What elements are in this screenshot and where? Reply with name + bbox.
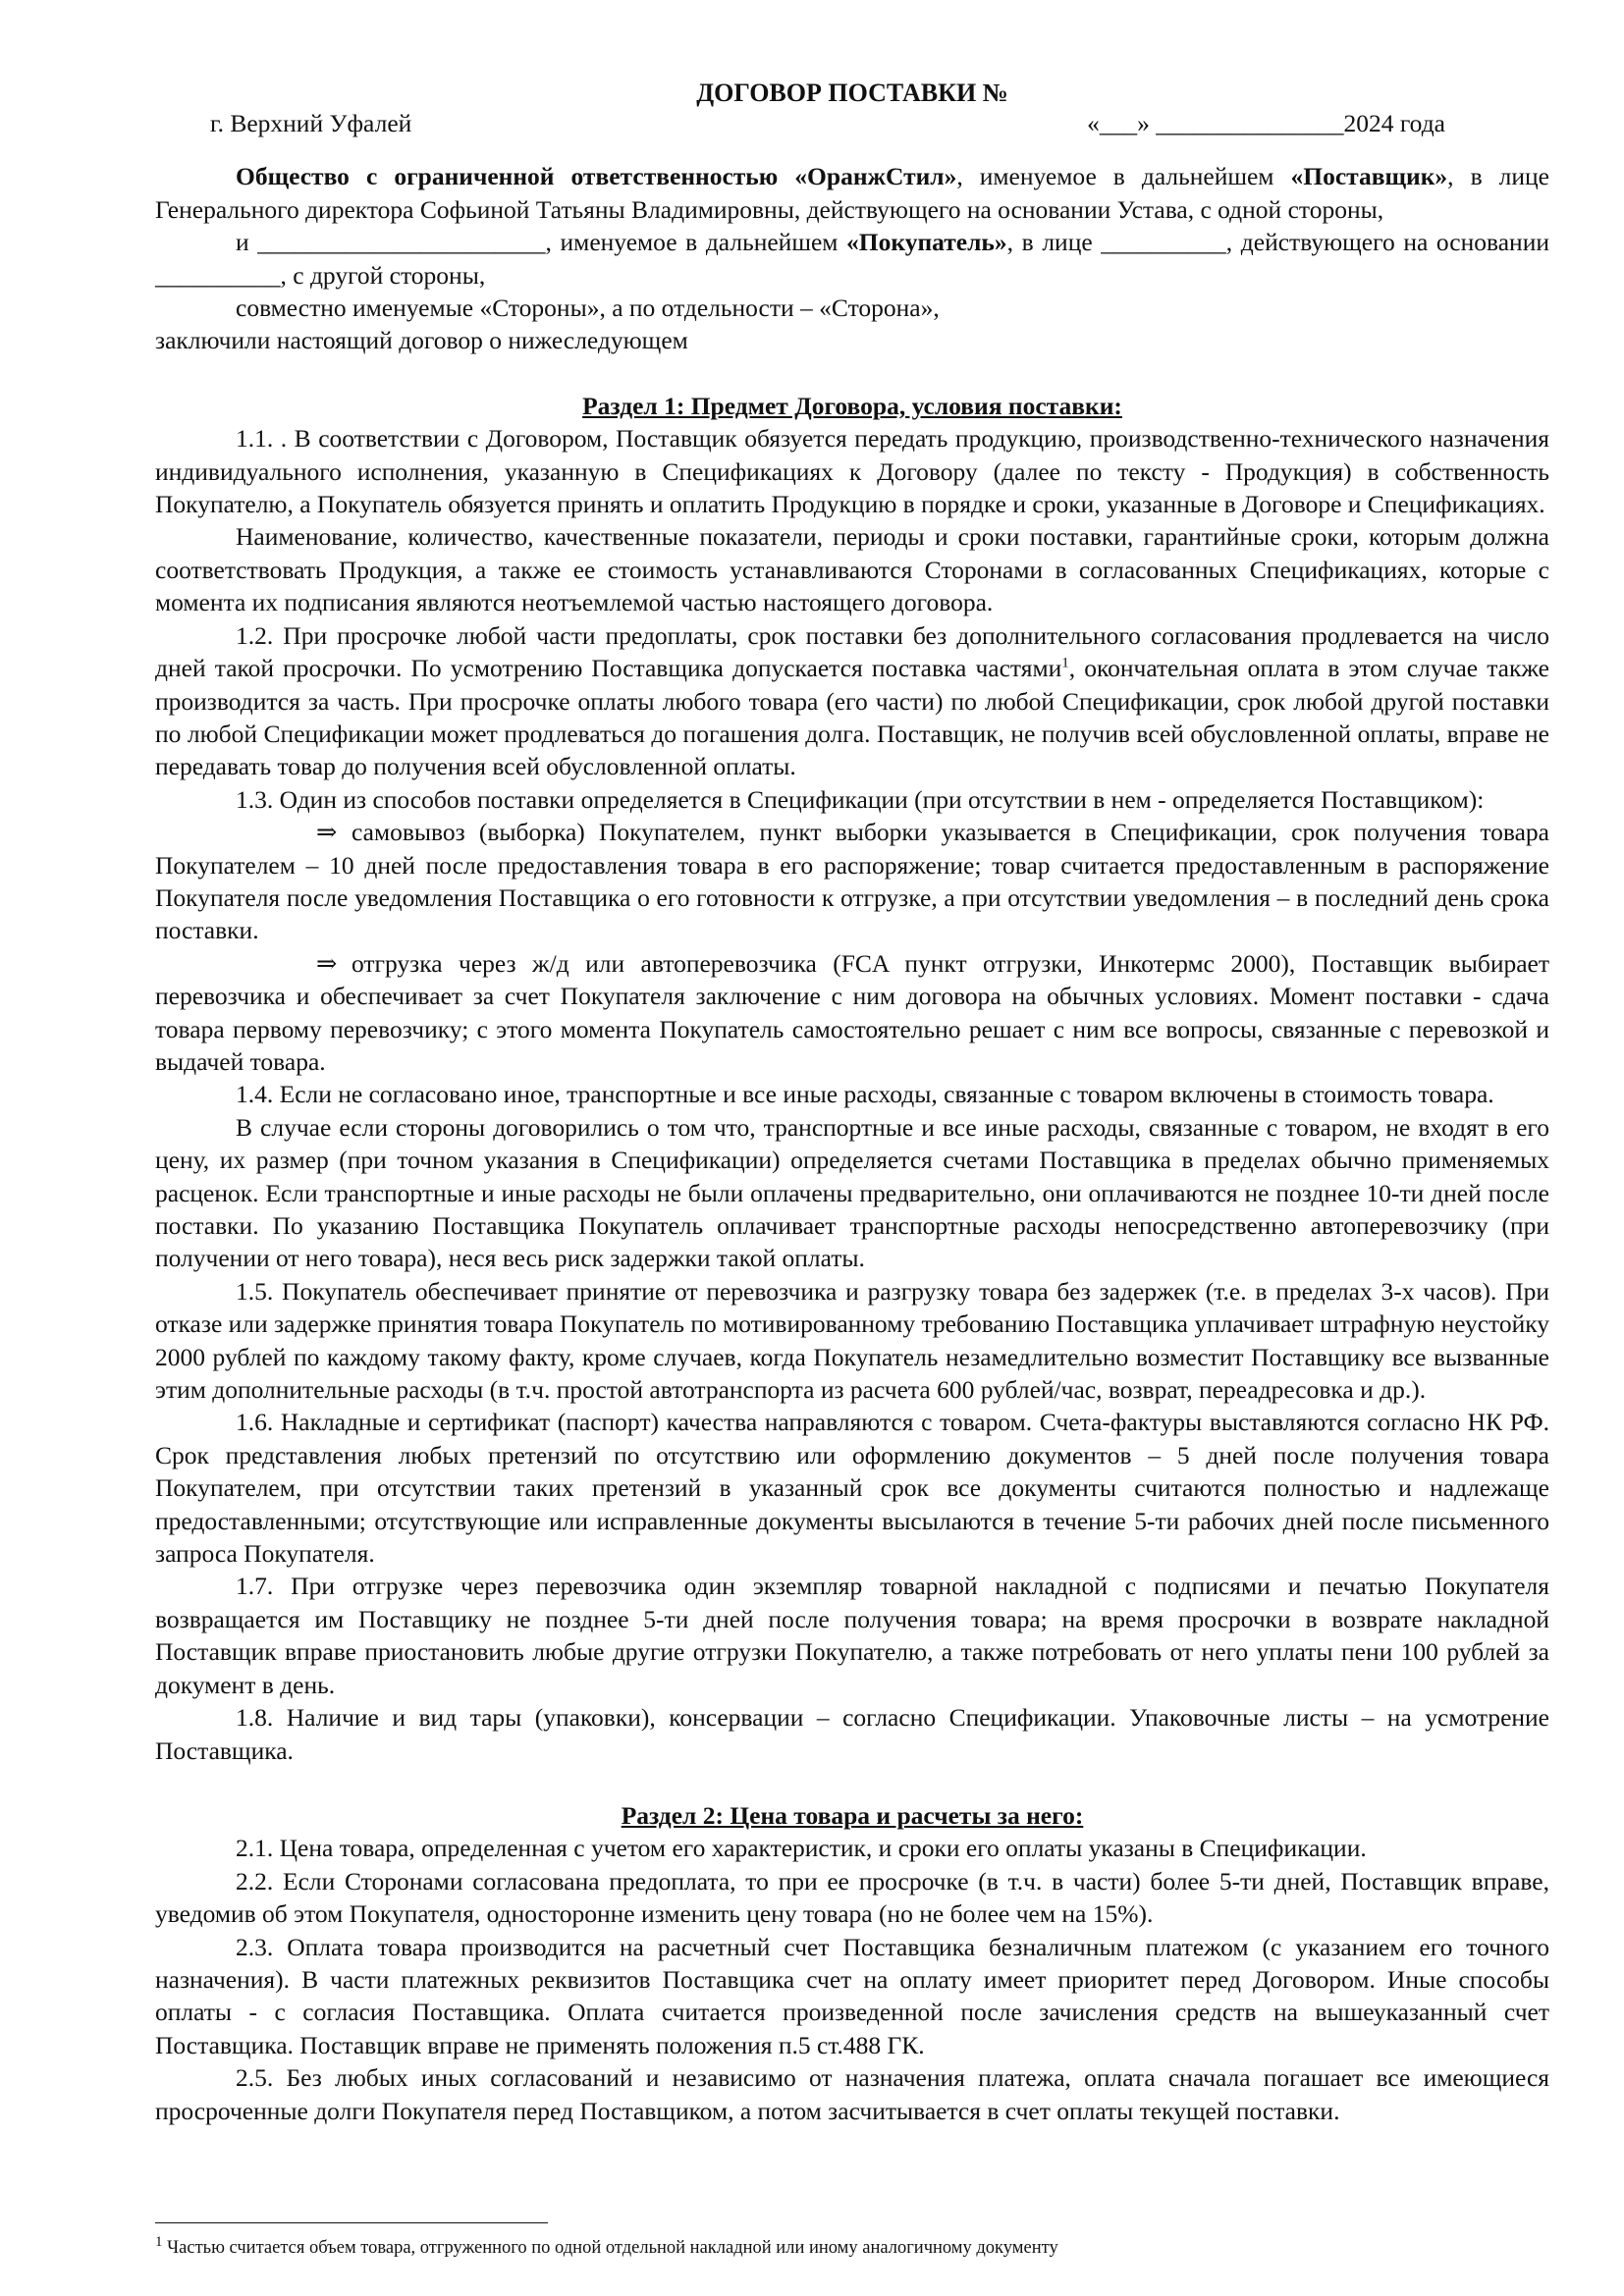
clause-1-6: 1.6. Накладные и сертификат (паспорт) качества направляются с товаром. Счета-фактуры выставляются согласно НК РФ. Срок представления любых претензий по отсутствию или оформлению документов – 5 дней после получения товара Покупателем, при отсутствии таких претензий в указанный срок все документы считаются полностью и надлежаще предоставленными; отсутствующие или исправленные документы высылаются в течение 5-ти рабочих дней после письменного запроса Покупателя. xyxy=(155,1408,1549,1569)
arrow-icon: ⇒ xyxy=(316,818,338,847)
footnote-mark: 1 xyxy=(155,2233,163,2250)
clause-1-3-carrier: ⇒ отгрузка через ж/д или автоперевозчика (FCA пункт отгрузки, Инкотермс 2000), Поставщик выбирает перевозчика и обеспечивает за счет Покупателя заключение с ним договора на обычных условиях. Момент поставки - сдача товара первому перевозчику; с этого момента Покупатель самостоятельно решает с ним все вопросы, связанные с перевозкой и выдачей товара. xyxy=(155,948,1549,1076)
preamble-buyer: и _______________________, именуемое в дальнейшем «Покупатель», в лице __________, действующего на основании __________, с другой стороны, xyxy=(155,228,1549,290)
clause-2-2: 2.2. Если Сторонами согласована предоплата, то при ее просрочке (в т.ч. в части) более 5-ти дней, Поставщик вправе, уведомив об этом Покупателя, односторонне изменить цену товара (но не более чем на 15%). xyxy=(155,1866,1549,1929)
clause-1-3-pickup: ⇒ самовывоз (выборка) Покупателем, пункт выборки указывается в Спецификации, срок получения товара Покупателем – 10 дней после предоставления товара в его распоряжение; товар считается предоставленным в распоряжение Покупателя после уведомления Поставщика о его готовности к отгрузке, а при отсутствии уведомления – в последний день срока поставки. xyxy=(155,818,1549,945)
preamble-conclusion: заключили настоящий договор о нижеследующем xyxy=(155,326,688,355)
contract-date: «___» _______________2024 года xyxy=(1087,109,1445,138)
clause-1-4: 1.4. Если не согласовано иное, транспортные и все иные расходы, связанные с товаром включены в стоимость товара. xyxy=(236,1080,1494,1109)
footnote-separator xyxy=(155,2222,548,2223)
footnote: $^1$ Частью считается объем товара, отгруженного по одной отдельной накладной или иному аналогичному документу xyxy=(155,2233,1058,2258)
clause-1-1-b: Наименование, количество, качественные показатели, периоды и сроки поставки, гарантийные сроки, которым должна соответствовать Продукция, а также ее стоимость устанавливаются Сторонами в согласованных Спецификациях, которые с момента их подписания являются неотъемлемой частью настоящего договора. xyxy=(155,522,1549,617)
section-2-heading: Раздел 2: Цена товара и расчеты за него: xyxy=(621,1800,1084,1830)
clause-1-4-b: В случае если стороны договорились о том что, транспортные и все иные расходы, связанные с товаром, не входят в его цену, их размер (при точном указания в Спецификации) определяется счетами Поставщика в пределах обычно применяемых расценок. Если транспортные и иные расходы не были оплачены предварительно, они оплачиваются не позднее 10-ти дней после поставки. По указанию Поставщика Покупатель оплачивает транспортные расходы непосредственно автоперевозчику (при получении от него товара), неся весь риск задержки такой оплаты. xyxy=(155,1112,1549,1273)
clause-2-3: 2.3. Оплата товара производится на расчетный счет Поставщика безналичным платежом (с указанием его точного назначения). В части платежных реквизитов Поставщика счет на оплату имеет приоритет перед Договором. Иные способы оплаты - с согласия Поставщика. Оплата считается произведенной после зачисления средств на вышеуказанный счет Поставщика. Поставщик вправе не применять положения п.5 ст.488 ГК. xyxy=(155,1932,1549,2059)
preamble-parties: совместно именуемые «Стороны», а по отдельности – «Сторона», xyxy=(236,294,940,323)
clause-1-1: 1.1. . В соответствии с Договором, Поставщик обязуется передать продукцию, производственно-технического назначения индивидуального исполнения, указанную в Спецификациях к Договору (далее по тексту - Продукция) в собственность Покупателю, а Покупатель обязуется принять и оплатить Продукцию в порядке и сроки, указанные в Договоре и Спецификациях. xyxy=(155,424,1549,519)
contract-title: ДОГОВОР ПОСТАВКИ № xyxy=(696,79,1008,107)
footnote-ref: 1 xyxy=(1061,655,1069,671)
document-body xyxy=(155,77,1549,2127)
clause-1-7: 1.7. При отгрузке через перевозчика один экземпляр товарной накладной с подписями и печатью Покупателя возвращается им Поставщику не позднее 5-ти дней после получения товара; на время просрочки в возврате накладной Поставщик вправе приостановить любые другие отгрузки Покупателю, а также потребовать от него уплаты пени 100 рублей за документ в день. xyxy=(155,1572,1549,1699)
clause-1-5: 1.5. Покупатель обеспечивает принятие от перевозчика и разгрузку товара без задержек (т.е. в пределах 3-х часов). При отказе или задержке принятия товара Покупатель по мотивированному требованию Поставщика уплачивает штрафную неустойку 2000 рублей по каждому такому факту, кроме случаев, когда Покупатель незамедлительно возместит Поставщику все вызванные этим дополнительные расходы (в т.ч. простой автотранспорта из расчета 600 рублей/час, возврат, переадресовка и др.). xyxy=(155,1276,1549,1405)
arrow-icon: ⇒ xyxy=(316,948,338,978)
clause-1-8: 1.8. Наличие и вид тары (упаковки), консервации – согласно Спецификации. Упаковочные листы – на усмотрение Поставщика. xyxy=(155,1703,1549,1765)
clause-2-5: 2.5. Без любых иных согласований и независимо от назначения платежа, оплата сначала погашает все имеющиеся просроченные долги Покупателя перед Поставщиком, а потом засчитывается в счет оплаты текущей поставки. xyxy=(155,2063,1549,2125)
preamble-supplier: Общество с ограниченной ответственностью «ОранжСтил», именуемое в дальнейшем «Поставщик», в лице Генерального директора Софьиной Татьяны Владимировны, действующего на основании Устава, с одной стороны, xyxy=(155,162,1549,224)
clause-1-3: 1.3. Один из способов поставки определяется в Спецификации (при отсутствии в нем - определяется Поставщиком): xyxy=(236,784,1485,814)
clause-2-1: 2.1. Цена товара, определенная с учетом его характеристик, и сроки его оплаты указаны в Спецификации. xyxy=(236,1834,1367,1863)
section-1-heading: Раздел 1: Предмет Договора, условия поставки: xyxy=(582,391,1122,420)
clause-1-2: 1.2. При просрочке любой части предоплаты, срок поставки без дополнительного согласования продлевается на число дней такой просрочки. По усмотрению Поставщика допускается поставка частями$^1$, окончательная оплата в этом случае также производится за часть. При просрочке оплаты любого товара (его части) по любой Спецификации, срок любой другой поставки по любой Спецификации может продлеваться до погашения долга. Поставщик, не получив всей обусловленной оплаты, вправе не передавать товар до получения всей обусловленной оплаты. xyxy=(155,620,1549,781)
city: г. Верхний Уфалей xyxy=(210,109,412,138)
place-date-line xyxy=(155,109,1549,138)
